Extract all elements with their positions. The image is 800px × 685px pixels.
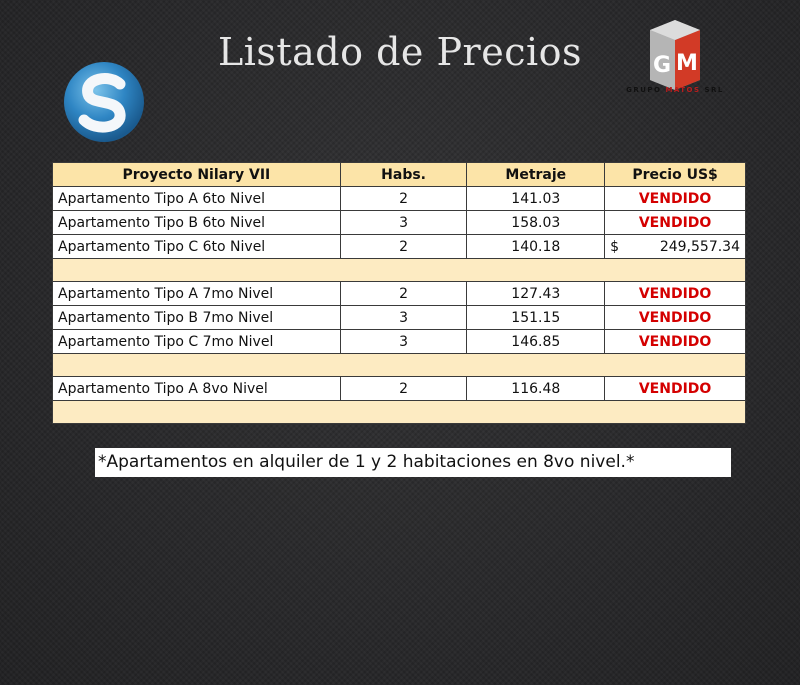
unit-habs: 2 [340,187,467,211]
unit-name: Apartamento Tipo A 6to Nivel [53,187,341,211]
unit-name: Apartamento Tipo B 6to Nivel [53,211,341,235]
table-row [53,235,746,259]
unit-habs: 3 [340,330,467,354]
unit-habs: 3 [340,306,467,330]
unit-price-status: VENDIDO [605,282,746,306]
spacer-row [53,401,746,424]
unit-price [605,235,746,259]
unit-price-status: VENDIDO [605,330,746,354]
spacer-row [53,354,746,377]
unit-price-status: VENDIDO [605,187,746,211]
currency-symbol: $ [610,238,620,255]
unit-name: Apartamento Tipo A 8vo Nivel [53,377,341,401]
svg-text:M: M [676,51,698,76]
unit-name: Apartamento Tipo C 6to Nivel [53,235,341,259]
table-row [53,211,746,235]
unit-metraje: 116.48 [467,377,605,401]
unit-habs: 2 [340,235,467,259]
unit-metraje: 158.03 [467,211,605,235]
header-habs: Habs. [340,163,467,187]
rental-note: *Apartamentos en alquiler de 1 y 2 habitaciones en 8vo nivel.* [95,448,731,477]
unit-price-status: VENDIDO [605,377,746,401]
unit-metraje: 140.18 [467,235,605,259]
unit-name: Apartamento Tipo C 7mo Nivel [53,330,341,354]
table-row [53,282,746,306]
svg-text:G: G [652,53,672,78]
header-project: Proyecto Nilary VII [53,163,341,187]
price-value: 249,557.34 [659,238,740,255]
unit-metraje: 127.43 [467,282,605,306]
price-table [52,162,746,424]
unit-price-status: VENDIDO [605,306,746,330]
unit-metraje: 146.85 [467,330,605,354]
spacer-row [53,259,746,282]
page-title: Listado de Precios [217,30,583,74]
unit-name: Apartamento Tipo A 7mo Nivel [53,282,341,306]
s-logo [62,60,146,144]
unit-habs: 3 [340,211,467,235]
unit-name: Apartamento Tipo B 7mo Nivel [53,306,341,330]
unit-habs: 2 [340,282,467,306]
grupo-matos-caption: GRUPO MATOS SRL [626,86,724,94]
unit-metraje: 151.15 [467,306,605,330]
header-metraje: Metraje [467,163,605,187]
unit-metraje: 141.03 [467,187,605,211]
table-row [53,187,746,211]
table-row [53,306,746,330]
unit-price-status: VENDIDO [605,211,746,235]
unit-habs: 2 [340,377,467,401]
table-row [53,330,746,354]
header-precio: Precio US$ [605,163,746,187]
table-row [53,377,746,401]
table-header-row [53,163,746,187]
